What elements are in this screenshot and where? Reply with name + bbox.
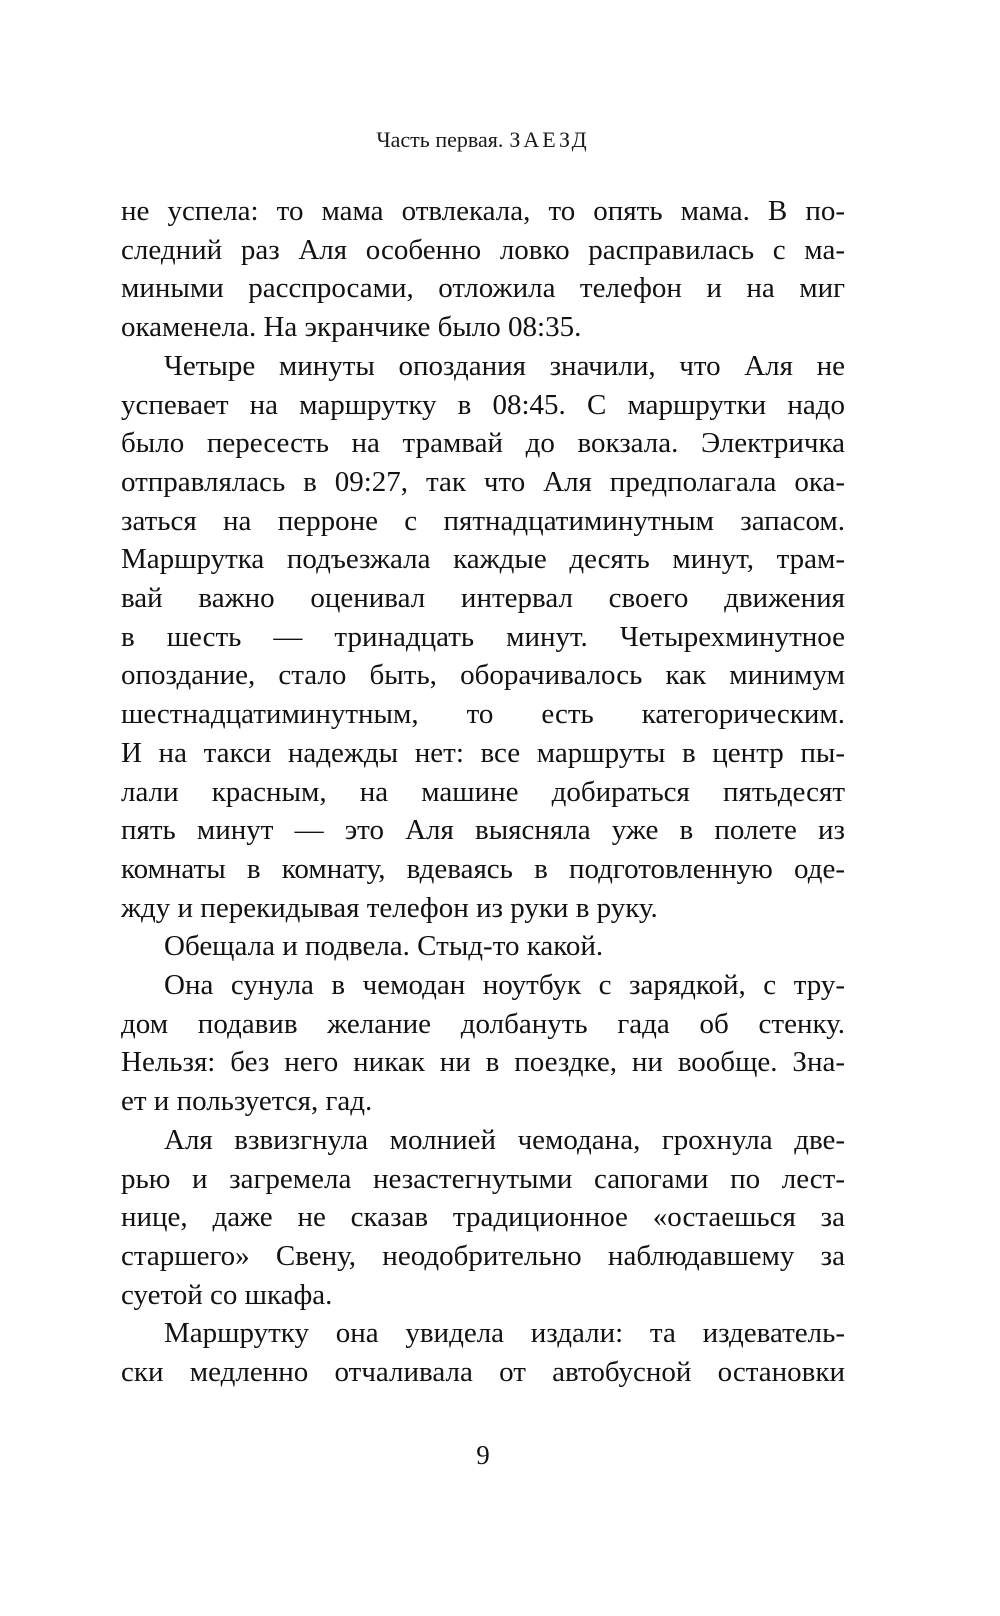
body-text [121,192,845,1392]
text-line: Обещала и подвела. Стыд-то какой. [164,930,604,963]
text-line: дом подавив желание долбануть гада об стенку. [121,1007,845,1040]
text-line: нице, даже не сказав традиционное «остаешься за [121,1201,845,1234]
text-line: Маршрутка подъезжала каждые десять минут, трам- [121,543,845,576]
text-line: ски медленно отчаливала от автобусной остановки [121,1356,845,1389]
text-line: Четыре минуты опоздания значили, что Аля не [164,349,845,382]
page-number: 9 [476,1440,490,1470]
text-line: миными расспросами, отложила телефон и на миг [121,272,845,305]
text-line: Она сунула в чемодан ноутбук с зарядкой, с тру- [164,969,845,1002]
text-line: опоздание, стало быть, оборачивалось как минимум [121,659,845,692]
text-line: ет и пользуется, гад. [121,1085,373,1118]
running-head [121,127,845,153]
text-line: Аля взвизгнула молнией чемодана, грохнула две- [164,1123,845,1156]
text-line: пять минут — это Аля выясняла уже в полете из [121,814,845,847]
text-line: жду и перекидывая телефон из руки в руку. [121,891,658,924]
text-line: суетой со шкафа. [121,1278,333,1311]
text-line: старшего» Свену, неодобрительно наблюдавшему за [121,1239,845,1272]
text-line: вай важно оценивал интервал своего движения [121,582,845,615]
text-line: комнаты в комнату, вдеваясь в подготовленную оде- [121,852,845,885]
text-line: И на такси надежды нет: все маршруты в центр пы- [121,736,845,769]
text-line: успевает на маршрутку в 08:45. С маршрутки надо [121,388,845,421]
text-line: лали красным, на машине добираться пятьдесят [121,775,845,808]
text-line: отправлялась в 09:27, так что Аля предполагала ока- [121,465,845,498]
text-line: шестнадцатиминутным, то есть категорическим. [121,698,845,731]
text-line: рью и загремела незастегнутыми сапогами по лест- [121,1162,845,1195]
text-line: не успела: то мама отвлекала, то опять мама. В по- [121,195,845,227]
running-head-part-label: Часть первая. [376,127,504,152]
text-line: окаменела. На экранчике было 08:35. [121,311,582,344]
running-head-chapter-label: ЗАЕЗД [509,127,590,152]
text-line: Маршрутку она увидела издали: та издеватель- [164,1317,845,1350]
text-line: было пересесть на трамвай до вокзала. Электричка [121,427,845,460]
text-line: в шесть — тринадцать минут. Четырехминутное [121,620,845,653]
text-line: следний раз Аля особенно ловко расправилась с ма- [121,233,845,266]
text-line: заться на перроне с пятнадцатиминутным запасом. [121,504,845,537]
text-line: Нельзя: без него никак ни в поездке, ни вообще. Зна- [121,1046,845,1079]
